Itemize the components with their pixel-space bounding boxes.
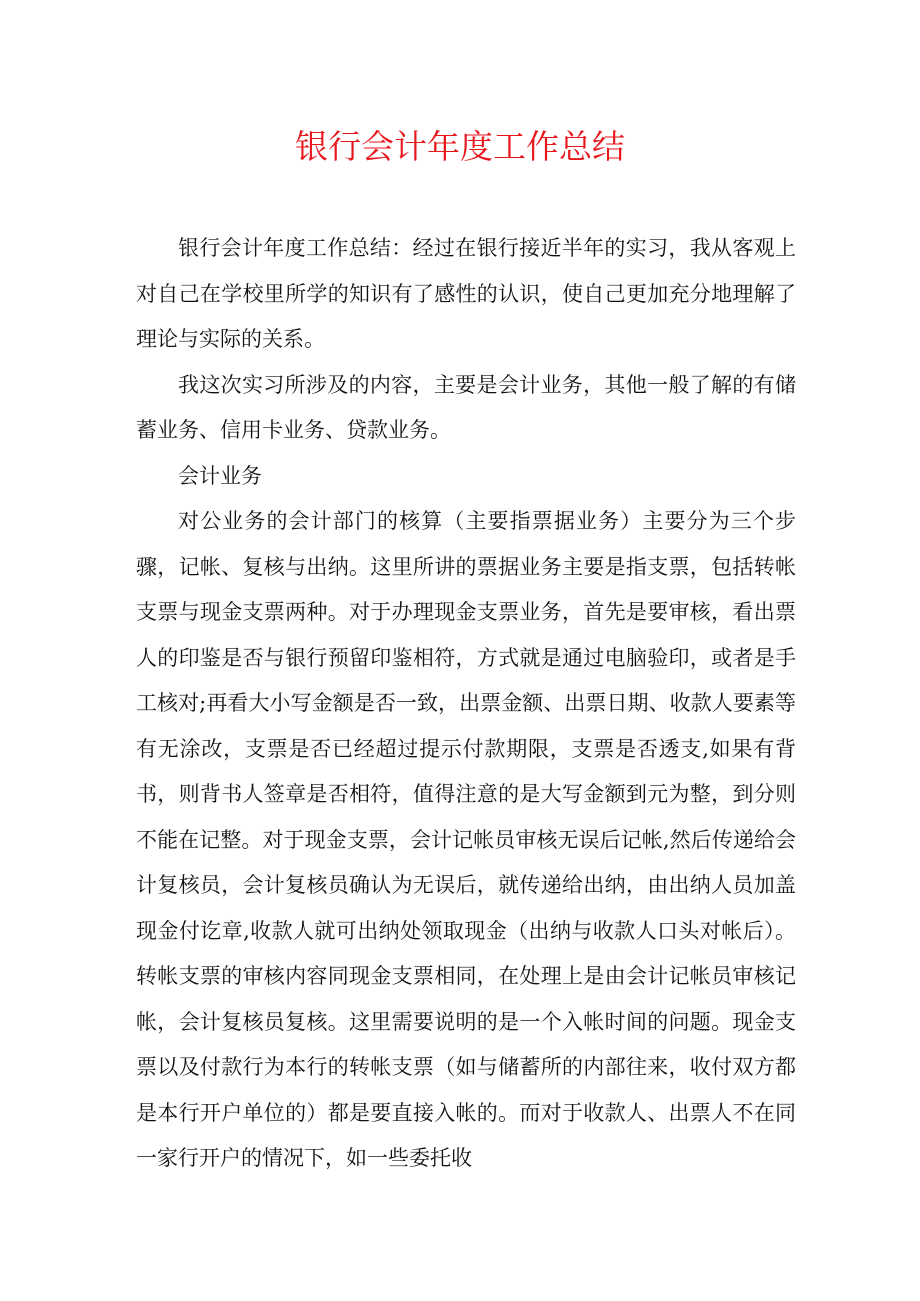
- document-body: [136, 226, 796, 1182]
- paragraph-scope: 我这次实习所涉及的内容，主要是会计业务，其他一般了解的有储蓄业务、信用卡业务、贷款业务。: [136, 372, 796, 442]
- paragraph-accounting-detail: 对公业务的会计部门的核算（主要指票据业务）主要分为三个步骤，记帐、复核与出纳。这里所讲的票据业务主要是指支票，包括转帐支票与现金支票两种。对于办理现金支票业务，首先是要审核，看出票人的印鉴是否与银行预留印鉴相符，方式就是通过电脑验印，或者是手工核对;再看大小写金额是否一致，出票金额、出票日期、收款人要素等有无涂改，支票是否已经超过提示付款期限，支票是否透支,如果有背书，则背书人签章是否相符，值得注意的是大写金额到元为整，到分则不能在记整。对于现金支票，会计记帐员审核无误后记帐,然后传递给会计复核员，会计复核员确认为无误后，就传递给出纳，由出纳人员加盖现金付讫章,收款人就可出纳处领取现金（出纳与收款人口头对帐后）。转帐支票的审核内容同现金支票相同，在处理上是由会计记帐员审核记帐，会计复核员复核。这里需要说明的是一个入帐时间的问题。现金支票以及付款行为本行的转帐支票（如与储蓄所的内部往来，收付双方都是本行开户单位的）都是要直接入帐的。而对于收款人、出票人不在同一家行开户的情况下，如一些委托收: [136, 509, 796, 1170]
- document-title: 银行会计年度工作总结: [295, 127, 625, 166]
- paragraph-intro: 银行会计年度工作总结：经过在银行接近半年的实习，我从客观上对自己在学校里所学的知识有了感性的认识，使自己更加充分地理解了理论与实际的关系。: [136, 236, 796, 351]
- section-heading-accounting: 会计业务: [178, 463, 262, 488]
